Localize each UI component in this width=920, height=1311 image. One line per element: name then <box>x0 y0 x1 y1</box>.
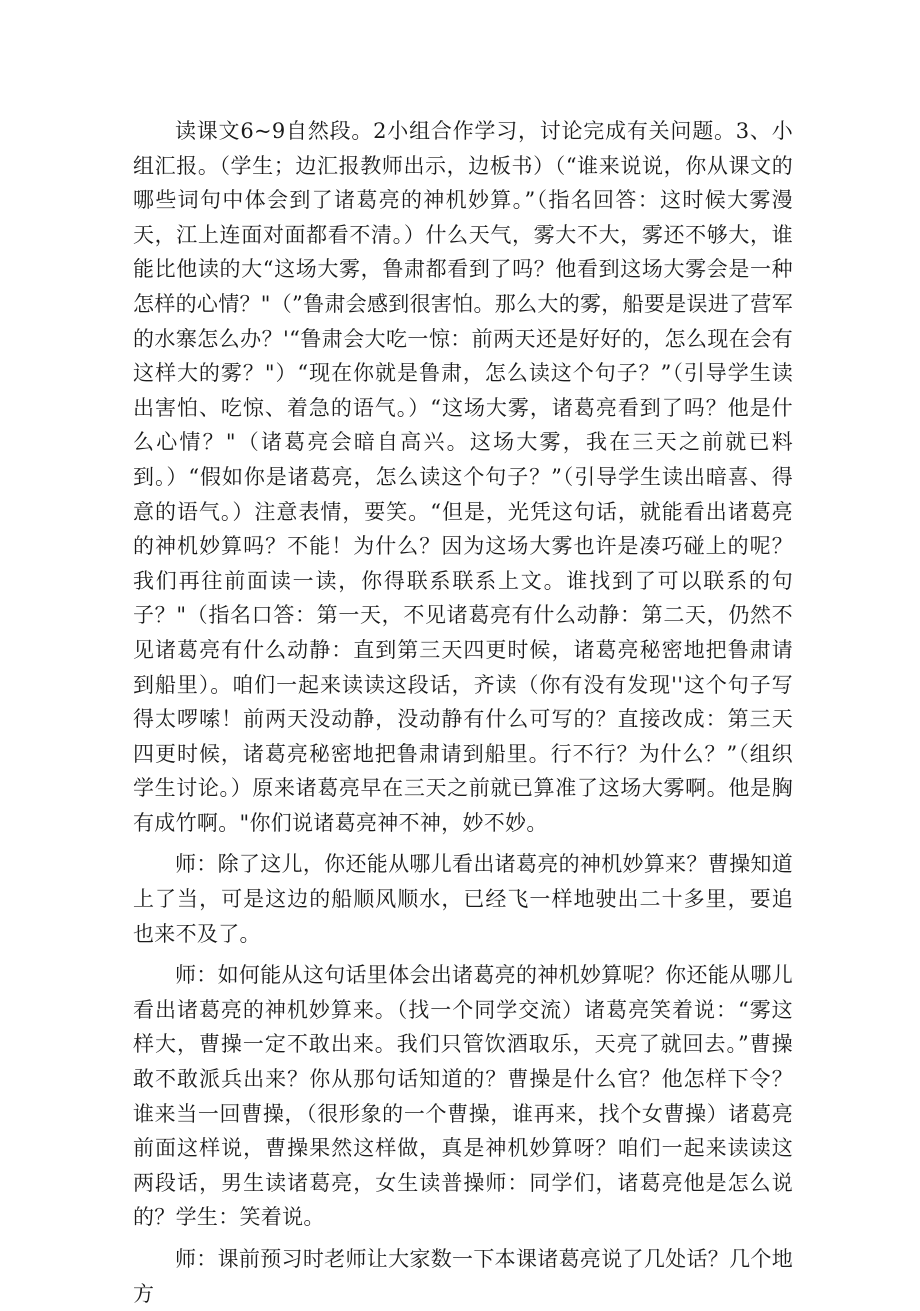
paragraph-teacher-2: 师：如何能从这句话里体会出诸葛亮的神机妙算呢？你还能从哪儿看出诸葛亮的神机妙算来。（找一个同学交流）诸葛亮笑着说：“雾这样大，曹操一定不敢出来。我们只管饮酒取乐，天亮了就回去。”曹操敢不敢派兵出来？你从那句话知道的？曹操是什么官？他怎样下令？谁来当一回曹操，（很形象的一个曹操，谁再来，找个女曹操）诸葛亮前面这样说，曹操果然这样做，真是神机妙算呀？咱们一起来读读这两段话，男生读诸葛亮，女生读普操师：同学们，诸葛亮他是怎么说的？学生：笑着说。 <box>133 963 793 1230</box>
paragraph-discussion: 读课文6~9自然段。2小组合作学习，讨论完成有关问题。3、小组汇报。（学生；边汇报教师出示，边板书）（“谁来说说，你从课文的哪些词句中体会到了诸葛亮的神机妙算。”（指名回答：这时候大雾漫天，江上连面对面都看不清。）什么天气，雾大不大，雾还不够大，谁能比他读的大“这场大雾，鲁肃都看到了吗？他看到这场大雾会是一种怎样的心情？"（”鲁肃会感到很害怕。那么大的雾，船要是误进了营军的水寨怎么办？'“鲁肃会大吃一惊：前两天还是好好的，怎么现在会有这样大的雾？"）“现在你就是鲁肃，怎么读这个句子？”（引导学生读出害怕、吃惊、着急的语气。）“这场大雾，诸葛亮看到了吗？他是什么心情？"（诸葛亮会暗自高兴。这场大雾，我在三天之前就已料到。）“假如你是诸葛亮，怎么读这个句子？”（引导学生读出暗喜、得意的语气。）注意表情，要笑。“但是，光凭这句话，就能看出诸葛亮的神机妙算吗？不能！为什么？因为这场大雾也许是凑巧碰上的呢？我们再往前面读一读，你得联系联系上文。谁找到了可以联系的句子？"（指名口答：第一天，不见诸葛亮有什么动静：第二天，仍然不见诸葛亮有什么动静：直到第三天四更时候，诸葛亮秘密地把鲁肃请到船里）。咱们一起来读读这段话，齐读（你有没有发现''这个句子写得太啰嗦！前两天没动静，没动静有什么可写的？直接改成：第三天四更时候，诸葛亮秘密地把鲁肃请到船里。行不行？为什么？”（组织学生讨论。）原来诸葛亮早在三天之前就已算准了这场大雾啊。他是胸有成竹啊。"你们说诸葛亮神不神，妙不妙。 <box>133 119 793 835</box>
document-body <box>133 114 793 1311</box>
paragraph-teacher-1: 师：除了这儿，你还能从哪儿看出诸葛亮的神机妙算来？曹操知道上了当，可是这边的船顺风顺水，已经飞一样地驶出二十多里，要追也来不及了。 <box>133 852 793 946</box>
paragraph-teacher-3: 师：课前预习时老师让大家数一下本课诸葛亮说了几处话？几个地方 <box>133 1247 793 1306</box>
